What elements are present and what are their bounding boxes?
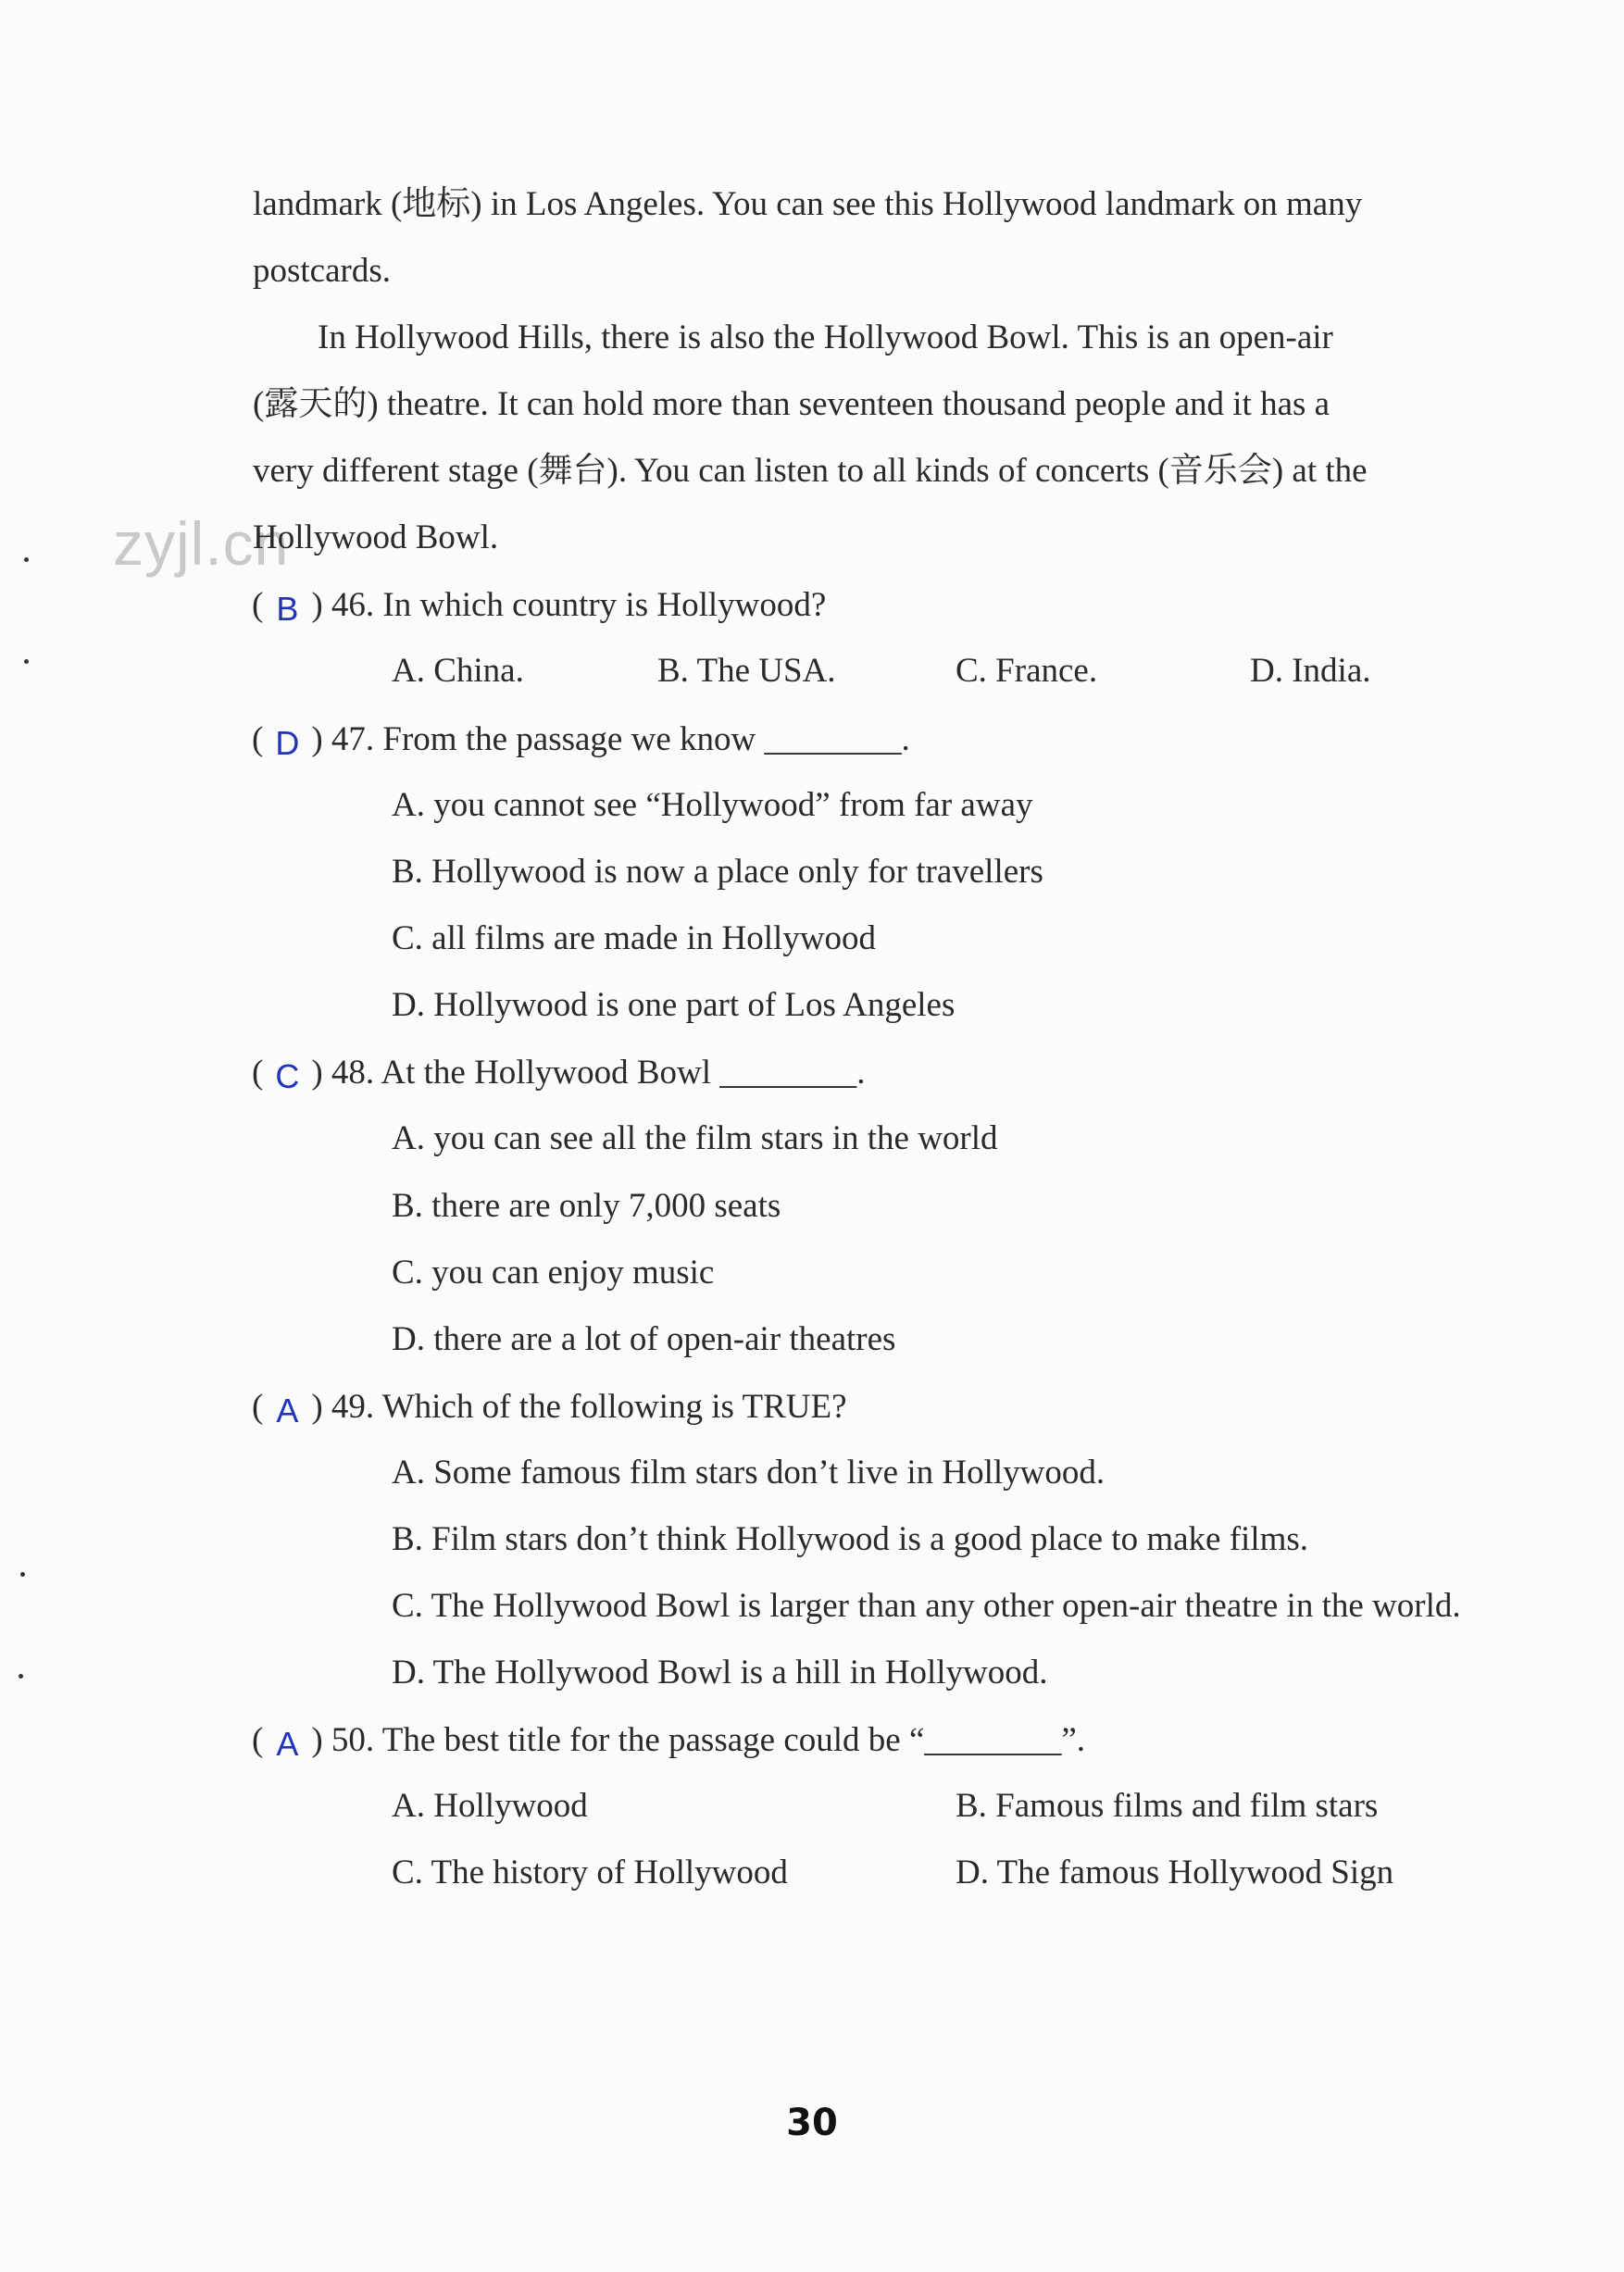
option: C. all films are made in Hollywood [392, 919, 877, 957]
answer-47: D [275, 724, 300, 762]
scan-dot [24, 659, 29, 664]
scan-dot [24, 557, 29, 562]
passage-line: Hollywood Bowl. [253, 518, 499, 556]
answer-49: A [276, 1392, 299, 1429]
question-46: ( B ) 46. In which country is Hollywood? [252, 583, 826, 626]
page-number: 30 [786, 2102, 838, 2144]
option: C. France. [956, 652, 1098, 690]
question-48: ( C ) 48. At the Hollywood Bowl ________. [252, 1051, 866, 1093]
question-stem: 47. From the passage we know ________. [331, 720, 910, 758]
scan-dot [20, 1572, 25, 1577]
option: A. China. [392, 652, 524, 690]
option: C. you can enjoy music [392, 1254, 715, 1292]
option: C. The Hollywood Bowl is larger than any other open-air theatre in the world. [392, 1587, 1461, 1625]
option: B. The USA. [657, 652, 836, 690]
option: B. Film stars don’t think Hollywood is a good place to make films. [392, 1520, 1309, 1558]
option: D. India. [1250, 652, 1371, 690]
option: A. Hollywood [392, 1787, 588, 1825]
question-stem: 48. At the Hollywood Bowl ________. [331, 1054, 866, 1092]
option: B. Famous films and film stars [956, 1787, 1379, 1825]
passage-line: very different stage (舞台). You can listen to all kinds of concerts (音乐会) at the [253, 452, 1368, 490]
question-stem: 46. In which country is Hollywood? [331, 586, 827, 624]
option: B. Hollywood is now a place only for travellers [392, 853, 1043, 891]
passage-line: (露天的) theatre. It can hold more than seventeen thousand people and it has a [253, 385, 1330, 423]
passage-line: postcards. [253, 252, 391, 290]
question-stem: 50. The best title for the passage could be “________”. [331, 1721, 1086, 1759]
answer-48: C [275, 1057, 300, 1095]
option: A. you cannot see “Hollywood” from far away [392, 786, 1033, 824]
question-47: ( D ) 47. From the passage we know ________. [252, 718, 910, 760]
question-50: ( A ) 50. The best title for the passage could be “________”. [252, 1718, 1085, 1761]
option: A. you can see all the film stars in the world [392, 1119, 998, 1157]
passage-line: In Hollywood Hills, there is also the Hollywood Bowl. This is an open-air [318, 318, 1333, 356]
passage-line: landmark (地标) in Los Angeles. You can see this Hollywood landmark on many [253, 185, 1363, 223]
option: D. there are a lot of open-air theatres [392, 1320, 896, 1358]
question-49: ( A ) 49. Which of the following is TRUE? [252, 1385, 847, 1428]
scan-dot [19, 1674, 23, 1679]
option: C. The history of Hollywood [392, 1854, 788, 1891]
watermark: zyjl.cn [113, 509, 290, 578]
question-stem: 49. Which of the following is TRUE? [331, 1388, 847, 1426]
answer-46: B [276, 590, 299, 628]
option: D. Hollywood is one part of Los Angeles [392, 986, 956, 1024]
option: B. there are only 7,000 seats [392, 1187, 781, 1225]
option: A. Some famous film stars don’t live in Hollywood. [392, 1454, 1106, 1492]
option: D. The Hollywood Bowl is a hill in Hollywood. [392, 1654, 1048, 1692]
option: D. The famous Hollywood Sign [956, 1854, 1394, 1891]
answer-50: A [276, 1725, 299, 1763]
